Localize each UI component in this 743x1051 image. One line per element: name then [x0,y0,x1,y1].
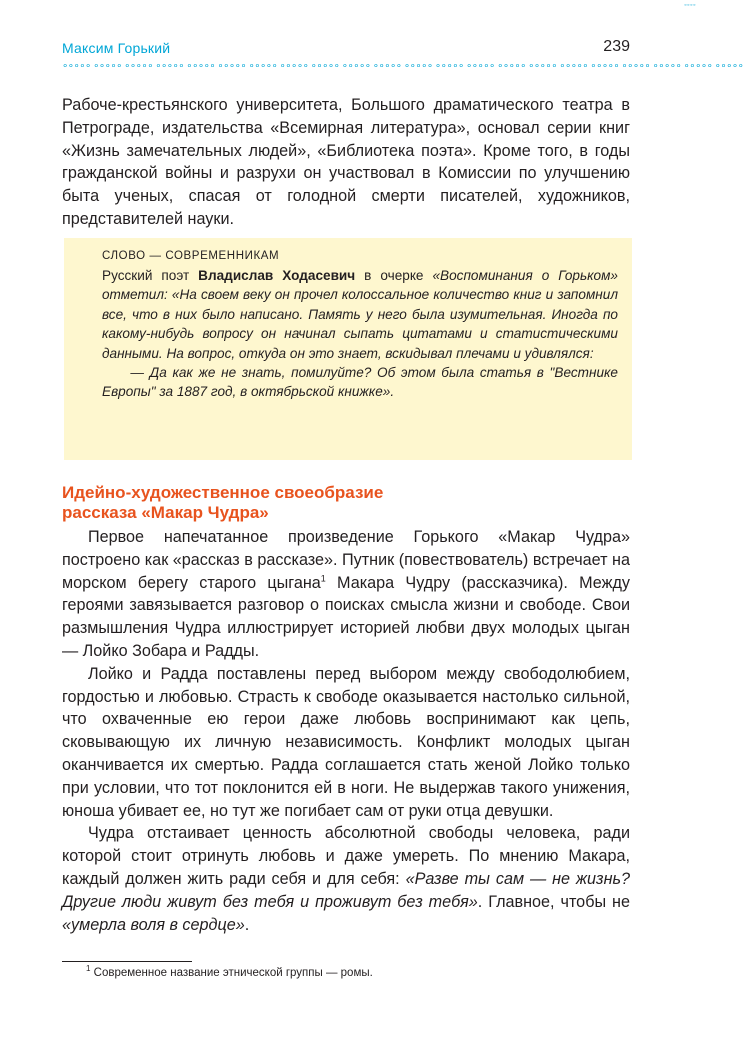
infobox-text [102,266,618,363]
section-body [62,526,630,936]
infobox-quote-text: — Да как же не знать, помилуйте? Об этом была статья в "Вестнике Европы" за 1887 год, в октябрьской книжке». [102,365,618,400]
section-heading-line2: рассказа «Макар Чудра» [62,503,269,522]
footnote-text: Современное название этнической группы — ромы. [90,967,373,979]
body-paragraph-3 [62,822,630,936]
body-paragraph-3-quote2: «умерла воля в сердце» [62,915,245,934]
body-paragraph-3-start: Чудра отстаивает ценность абсолютной свободы человека, ради которой стоит отринуть любовь и даже умереть. По мнению Макара, каждый должен жить ради себя и для себя: [62,824,630,888]
body-paragraph-3-mid: . Главное, чтобы не [477,892,631,911]
infobox-essay-quote: «Воспоминания о Горьком» отметил: «На своем веку он прочел колоссальное количество книг и запомнил все, что в них было написано. Память у него была изумительная. Иногда по какому-нибудь вопросу он начинал сыпать цитатами и статистическими данными. На вопрос, откуда он это знает, вскидывал плечами и удивлялся: [102,268,618,361]
footnote-marker: 1 [86,964,91,974]
intro-text-block [62,94,630,231]
section-heading [62,483,383,523]
contemporaries-infobox [64,238,632,460]
infobox-poet-name: Владислав Ходасевич [198,268,356,283]
body-paragraph-2: Лойко и Радда поставлены перед выбором между свободолюбием, гордостью и любовью. Страсть к свободе оказывается настолько сильной, что охваченные ею герои даже любовь воспринимают как цепь, сковывающую их личную независимость. Конфликт молодых цыган оканчивается их смертью. Радда соглашается стать женой Лойко только при условии, что тот поклонится ей в ноги. Не выдержав такого унижения, юноша убивает ее, но тут же погибает сам от руки отца девушки. [62,664,630,820]
page-number: 239 [603,38,630,55]
infobox-mid-text: в очерке [355,268,433,283]
intro-paragraph: Рабоче-крестьянского университета, Большого драматического театра в Петрограде, издательства «Всемирная литература», основал серии книг «Жизнь замечательных людей», «Библиотека поэта». Кроме того, в годы гражданской войны и разрухи он участвовал в Комиссии по улучшению быта ученых, спасая от голодной смерти писателей, художников, представителей науки. [62,96,630,228]
infobox-heading: СЛОВО — СОВРЕМЕННИКАМ [102,250,280,262]
running-header-title: Максим Горький [62,40,171,56]
body-paragraph-1-end: Макара Чудру (рассказчика). Между героями завязывается разговор о поисках смысла жизни и свободе. Свои размышления Чудра иллюстрирует историей любви двух молодых цыган — Лойко Зобара и Радды. [62,573,630,660]
body-paragraph-1-start: Первое напечатанное произведение Горького «Макар Чудра» построено как «рассказ в рассказе». Путник (повествователь) встречает на морском берегу старого цыгана [62,528,630,592]
footnote-reference[interactable]: 1 [320,573,326,584]
body-paragraph-3-end: . [244,915,250,934]
running-header [62,38,630,60]
infobox-quote-line [102,363,618,402]
body-paragraph-1 [62,526,630,663]
corner-mark: ◦◦◦◦ [684,2,696,9]
footnote-divider [62,961,192,962]
header-decorative-rule: ∘∘∘∘∘ ∘∘∘∘∘ ∘∘∘∘∘ ∘∘∘∘∘ ∘∘∘∘∘ ∘∘∘∘∘ ∘∘∘∘∘ ∘∘∘∘∘ ∘∘∘∘∘ ∘∘∘∘∘ ∘∘∘∘∘ ∘∘∘∘∘ ∘∘∘∘∘ ∘∘∘∘∘ ∘∘∘∘∘ ∘∘∘∘∘ ∘∘∘∘∘ ∘∘∘∘∘ ∘∘∘∘∘ ∘∘∘∘∘ ∘∘∘∘∘ ∘∘∘∘∘ [62,61,743,72]
footnote [86,964,373,979]
infobox-lead-text: Русский поэт [102,268,199,283]
body-paragraph-3-quote1: «Разве ты сам — не жизнь? Другие люди живут без тебя и проживут без тебя» [62,869,630,911]
section-heading-line1: Идейно-художественное своеобразие [62,483,384,502]
